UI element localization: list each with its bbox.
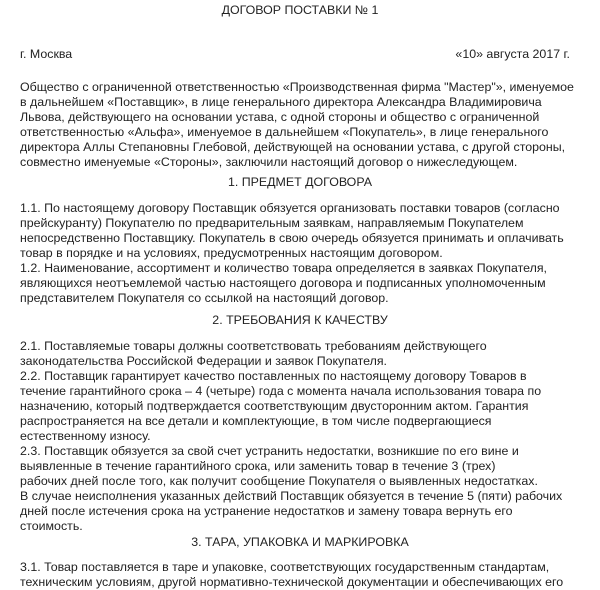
section-2-line: рабочих дней после того, как получит сообщение Покупателя о выявленных недостатках. <box>20 474 538 488</box>
document-city: г. Москва <box>20 47 73 61</box>
section-2-line: назначению, который подтверждается соответствующим двусторонним актом. Гарантия <box>20 399 529 413</box>
section-2-line: выявленные в течение гарантийного срока, или заменить товар в течение 3 (трех) <box>20 459 496 473</box>
section-2-line: В случае неисполнения указанных действий Поставщик обязуется в течение 5 (пяти) рабочих <box>20 489 563 503</box>
section-2-heading: 2. ТРЕБОВАНИЯ К КАЧЕСТВУ <box>212 313 388 327</box>
section-3-line: техническим условиям, другой нормативно-технической документации и обеспечивающих его <box>20 575 564 589</box>
section-2-line: течение гарантийного срока – 4 (четыре) года с момента начала использования товара по <box>20 384 542 398</box>
section-3-heading: 3. ТАРА, УПАКОВКА И МАРКИРОВКА <box>191 535 409 549</box>
preamble-line: Общество с ограниченной ответственностью «Производственная фирма "Мастер"», именуемое <box>20 80 574 94</box>
section-1-line: 1.2. Наименование, ассортимент и количество товара определяется в заявках Покупателя, <box>20 261 547 275</box>
preamble-line: в дальнейшем «Поставщик», в лице генерального директора Александра Владимировича <box>20 95 542 109</box>
section-2-line: естественному износу. <box>20 429 151 443</box>
section-1-line: товар в порядке и на условиях, предусмотренных настоящим договором. <box>20 246 443 260</box>
section-1-heading: 1. ПРЕДМЕТ ДОГОВОРА <box>227 175 373 189</box>
section-2-line: стоимость. <box>20 519 83 533</box>
section-1-line: прейскуранту) Покупателю по предварительным заявкам, направляемым Покупателем <box>20 216 524 230</box>
preamble-line: ответственностью «Альфа», именуемое в дальнейшем «Покупатель», в лице генерального <box>20 125 549 139</box>
preamble-line: совместно именуемые «Стороны», заключили настоящий договор о нижеследующем. <box>20 155 518 169</box>
section-1-line: 1.1. По настоящему договору Поставщик обязуется организовать поставки товаров (согласно <box>20 201 560 215</box>
section-1-line: являющихся неотъемлемой частью настоящего договора и подписанных уполномоченным <box>20 276 546 290</box>
section-1-line: представителем Покупателя со ссылкой на настоящий договор. <box>20 291 389 305</box>
section-2-line: 2.2. Поставщик гарантирует качество поставленных по настоящему договору Товаров в <box>20 369 527 383</box>
section-2-line: распространяется на все детали и комплектующие, в том числе подвергающиеся <box>20 414 492 428</box>
document-date: «10» августа 2017 г. <box>455 47 570 61</box>
preamble-line: директора Аллы Степановны Глебовой, действующей на основании устава, с другой стороны, <box>20 140 566 154</box>
section-2-line: 2.1. Поставляемые товары должны соответствовать требованиям действующего <box>20 339 487 353</box>
preamble-line: Львова, действующего на основании устава, с одной стороны и общество с ограниченной <box>20 110 540 124</box>
section-2-line: 2.3. Поставщик обязуется за свой счет устранить недостатки, возникшие по его вине и <box>20 444 519 458</box>
section-2-line: дней после истечения срока на устранение недостатков и замену товара вернуть его <box>20 504 513 518</box>
section-2-line: законодательства Российской Федерации и заявок Покупателя. <box>20 354 387 368</box>
section-1-line: непосредственно Поставщику. Покупатель в свою очередь обязуется принимать и оплачивать <box>20 231 564 245</box>
document-title: ДОГОВОР ПОСТАВКИ № 1 <box>221 3 379 17</box>
section-3-line: 3.1. Товар поставляется в таре и упаковке, соответствующих государственным стандартам, <box>20 560 550 574</box>
